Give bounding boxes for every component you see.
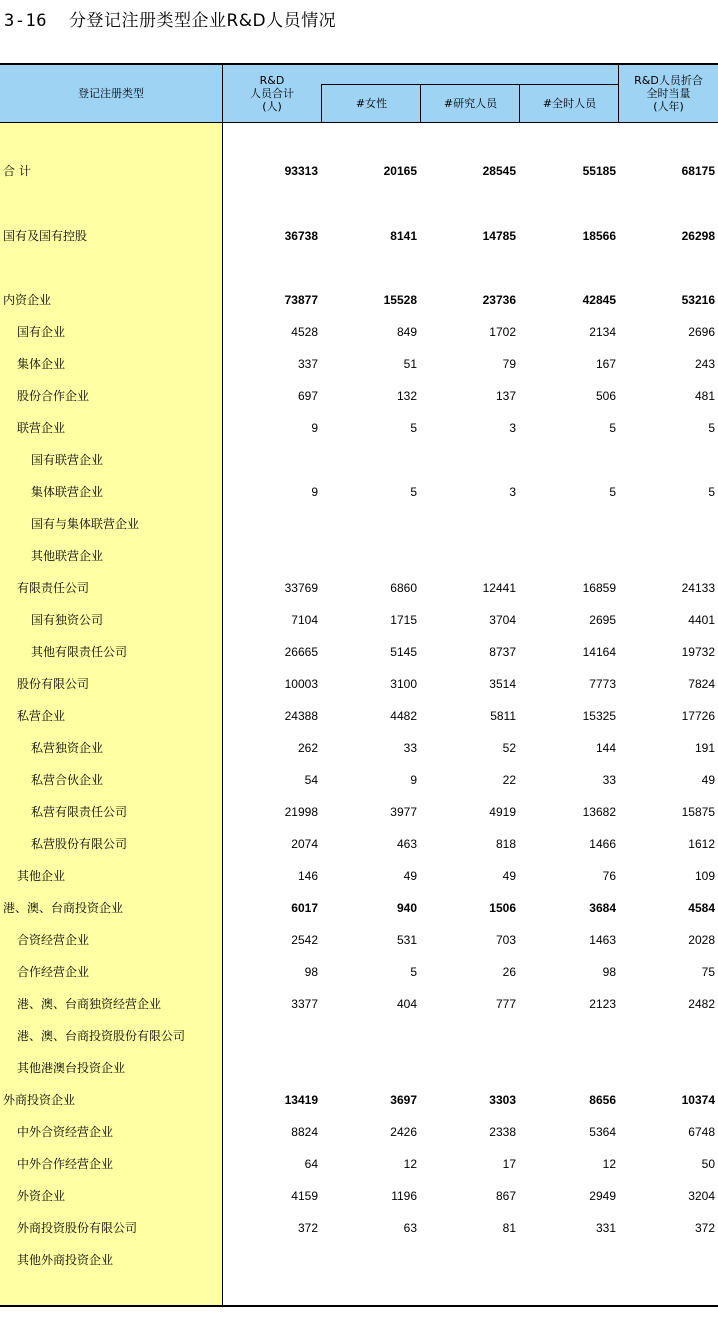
cell-full: 1463 xyxy=(589,933,616,947)
cell-fte: 26298 xyxy=(681,229,715,243)
header-divider xyxy=(519,84,520,122)
cell-res: 79 xyxy=(502,357,516,371)
cell-full: 2123 xyxy=(589,997,616,1011)
header-total-line1: R&D xyxy=(259,74,285,87)
cell-res: 3 xyxy=(509,421,516,435)
cell-fte: 75 xyxy=(701,965,715,979)
cell-female: 63 xyxy=(403,1221,417,1235)
table-row xyxy=(0,578,718,598)
cell-full: 98 xyxy=(602,965,616,979)
table-row xyxy=(0,161,718,181)
header-researchers: #研究人员 xyxy=(443,97,498,110)
cell-fte: 191 xyxy=(694,741,715,755)
cell-fte: 6748 xyxy=(688,1125,715,1139)
cell-female: 404 xyxy=(396,997,417,1011)
table-row xyxy=(0,738,718,758)
cell-fte: 15875 xyxy=(681,805,715,819)
cell-fte: 5 xyxy=(708,421,715,435)
cell-total: 13419 xyxy=(284,1093,318,1107)
table-number: 3-16 xyxy=(4,11,47,31)
cell-female: 132 xyxy=(396,389,417,403)
header-fte-line2: 全时当量 xyxy=(646,87,691,100)
cell-female: 51 xyxy=(403,357,417,371)
row-label: 国有与集体联营企业 xyxy=(31,517,140,531)
cell-fte: 2028 xyxy=(688,933,715,947)
table-row xyxy=(0,386,718,406)
table-row xyxy=(0,1186,718,1206)
cell-total: 4159 xyxy=(291,1189,318,1203)
cell-res: 8737 xyxy=(489,645,516,659)
cell-res: 49 xyxy=(502,869,516,883)
table-row xyxy=(0,418,718,438)
cell-female: 463 xyxy=(396,837,417,851)
cell-fte: 24133 xyxy=(681,581,715,595)
cell-full: 167 xyxy=(595,357,616,371)
cell-res: 52 xyxy=(502,741,516,755)
cell-res: 777 xyxy=(495,997,516,1011)
table-row xyxy=(0,1090,718,1110)
table-row xyxy=(0,1250,718,1270)
cell-full: 8656 xyxy=(589,1093,616,1107)
cell-female: 5 xyxy=(410,965,417,979)
cell-full: 14164 xyxy=(582,645,616,659)
cell-total: 697 xyxy=(297,389,318,403)
cell-female: 3697 xyxy=(390,1093,417,1107)
table-row xyxy=(0,1058,718,1078)
cell-full: 12 xyxy=(602,1157,616,1171)
row-label: 合资经营企业 xyxy=(17,933,90,947)
row-label: 其他有限责任公司 xyxy=(31,645,128,659)
cell-fte: 17726 xyxy=(681,709,715,723)
cell-full: 2695 xyxy=(589,613,616,627)
cell-full: 144 xyxy=(595,741,616,755)
cell-female: 4482 xyxy=(390,709,417,723)
table-row xyxy=(0,898,718,918)
cell-full: 33 xyxy=(602,773,616,787)
row-label: 私营独资企业 xyxy=(31,741,104,755)
cell-res: 1506 xyxy=(489,901,516,915)
cell-total: 8824 xyxy=(291,1125,318,1139)
cell-fte: 53216 xyxy=(681,293,715,307)
cell-female: 5145 xyxy=(390,645,417,659)
row-label: 股份合作企业 xyxy=(17,389,90,403)
row-label: 港、澳、台商投资股份有限公司 xyxy=(17,1029,186,1043)
cell-res: 818 xyxy=(495,837,516,851)
cell-female: 5 xyxy=(410,421,417,435)
cell-total: 54 xyxy=(304,773,318,787)
cell-fte: 4401 xyxy=(688,613,715,627)
cell-res: 22 xyxy=(502,773,516,787)
cell-total: 9 xyxy=(311,485,318,499)
row-label: 国有企业 xyxy=(17,325,66,339)
cell-res: 5811 xyxy=(490,709,516,723)
row-label: 国有及国有控股 xyxy=(3,229,88,243)
cell-total: 24388 xyxy=(284,709,318,723)
cell-female: 5 xyxy=(410,485,417,499)
header-fulltime: #全时人员 xyxy=(542,97,597,110)
table-row xyxy=(0,546,718,566)
cell-total: 9 xyxy=(311,421,318,435)
cell-full: 1466 xyxy=(589,837,616,851)
table-row xyxy=(0,930,718,950)
cell-female: 9 xyxy=(410,773,417,787)
cell-total: 6017 xyxy=(291,901,318,915)
cell-female: 849 xyxy=(396,325,417,339)
row-label: 合 计 xyxy=(3,164,31,178)
cell-res: 28545 xyxy=(482,164,516,178)
cell-total: 4528 xyxy=(291,325,318,339)
cell-full: 18566 xyxy=(582,229,616,243)
cell-res: 23736 xyxy=(482,293,516,307)
cell-full: 42845 xyxy=(582,293,616,307)
cell-female: 531 xyxy=(396,933,417,947)
header-total xyxy=(222,65,322,122)
cell-fte: 50 xyxy=(701,1157,715,1171)
row-label: 私营企业 xyxy=(17,709,66,723)
row-label: 集体联营企业 xyxy=(31,485,104,499)
row-label: 私营有限责任公司 xyxy=(31,805,128,819)
header-female: #女性 xyxy=(355,97,388,110)
row-label: 港、澳、台商独资经营企业 xyxy=(17,997,162,1011)
cell-full: 5 xyxy=(609,421,616,435)
row-label: 内资企业 xyxy=(3,293,52,307)
table-row xyxy=(0,802,718,822)
cell-total: 2074 xyxy=(291,837,318,851)
table-row xyxy=(0,1122,718,1142)
table-row xyxy=(0,226,718,246)
table-row xyxy=(0,1026,718,1046)
header-total-line3: (人) xyxy=(262,100,282,113)
table-row xyxy=(0,994,718,1014)
cell-full: 2134 xyxy=(589,325,616,339)
table-bottom-border xyxy=(0,1305,718,1307)
cell-res: 3514 xyxy=(489,677,516,691)
table-row xyxy=(0,834,718,854)
table-row xyxy=(0,866,718,886)
cell-fte: 3204 xyxy=(688,1189,715,1203)
cell-total: 64 xyxy=(304,1157,318,1171)
table-row xyxy=(0,450,718,470)
header-divider xyxy=(618,65,619,122)
cell-total: 33769 xyxy=(284,581,318,595)
cell-res: 137 xyxy=(495,389,516,403)
cell-female: 940 xyxy=(396,901,417,915)
cell-female: 49 xyxy=(403,869,417,883)
cell-total: 7104 xyxy=(291,613,318,627)
page-title xyxy=(4,6,336,31)
cell-female: 8141 xyxy=(390,229,417,243)
cell-full: 331 xyxy=(595,1221,616,1235)
cell-female: 6860 xyxy=(390,581,417,595)
row-label: 股份有限公司 xyxy=(17,677,90,691)
table-row xyxy=(0,610,718,630)
row-label: 其他联营企业 xyxy=(31,549,104,563)
row-label: 私营股份有限公司 xyxy=(31,837,128,851)
cell-total: 21998 xyxy=(284,805,318,819)
header-divider xyxy=(321,84,322,122)
cell-full: 15325 xyxy=(582,709,616,723)
cell-female: 33 xyxy=(403,741,417,755)
cell-fte: 372 xyxy=(694,1221,715,1235)
row-label: 外资企业 xyxy=(17,1189,66,1203)
cell-fte: 19732 xyxy=(681,645,715,659)
data-table xyxy=(0,63,718,1306)
header-fte-line3: (人年) xyxy=(653,100,684,113)
cell-female: 2426 xyxy=(390,1125,417,1139)
header-divider xyxy=(222,65,223,122)
row-label: 中外合资经营企业 xyxy=(17,1125,114,1139)
table-row xyxy=(0,962,718,982)
cell-full: 3684 xyxy=(589,901,616,915)
row-label: 国有独资公司 xyxy=(31,613,104,627)
table-row xyxy=(0,770,718,790)
row-label: 外商投资股份有限公司 xyxy=(17,1221,138,1235)
header-total-line2: 人员合计 xyxy=(250,87,294,100)
cell-res: 1702 xyxy=(489,325,516,339)
row-label: 其他外商投资企业 xyxy=(17,1253,114,1267)
cell-female: 3100 xyxy=(390,677,417,691)
cell-total: 10003 xyxy=(284,677,318,691)
table-row xyxy=(0,482,718,502)
cell-total: 98 xyxy=(304,965,318,979)
cell-res: 4919 xyxy=(489,805,516,819)
cell-full: 7773 xyxy=(589,677,616,691)
cell-res: 3303 xyxy=(489,1093,516,1107)
cell-total: 26665 xyxy=(284,645,318,659)
cell-female: 1196 xyxy=(391,1189,417,1203)
table-row xyxy=(0,674,718,694)
cell-full: 5 xyxy=(609,485,616,499)
cell-fte: 1612 xyxy=(688,837,715,851)
cell-res: 3 xyxy=(509,485,516,499)
cell-full: 76 xyxy=(602,869,616,883)
cell-res: 2338 xyxy=(489,1125,516,1139)
row-label: 私营合伙企业 xyxy=(31,773,104,787)
cell-female: 15528 xyxy=(383,293,417,307)
header-divider xyxy=(420,84,421,122)
cell-full: 13682 xyxy=(582,805,616,819)
cell-full: 506 xyxy=(595,389,616,403)
cell-total: 2542 xyxy=(291,933,318,947)
table-row xyxy=(0,514,718,534)
cell-fte: 2696 xyxy=(688,325,715,339)
row-label: 外商投资企业 xyxy=(3,1093,76,1107)
table-row xyxy=(0,706,718,726)
row-label: 集体企业 xyxy=(17,357,66,371)
header-subdivider xyxy=(322,84,619,85)
cell-res: 3704 xyxy=(489,613,516,627)
header-fte xyxy=(619,65,718,122)
table-row xyxy=(0,354,718,374)
row-label: 港、澳、台商投资企业 xyxy=(3,901,124,915)
table-row xyxy=(0,322,718,342)
cell-female: 20165 xyxy=(383,164,417,178)
row-label: 联营企业 xyxy=(17,421,66,435)
cell-res: 703 xyxy=(495,933,516,947)
cell-fte: 4584 xyxy=(688,901,715,915)
cell-res: 12441 xyxy=(482,581,516,595)
cell-total: 337 xyxy=(297,357,318,371)
row-label: 其他港澳台投资企业 xyxy=(17,1061,126,1075)
header-fte-line1: R&D人员折合 xyxy=(634,74,703,87)
row-label: 中外合作经营企业 xyxy=(17,1157,114,1171)
cell-fte: 5 xyxy=(708,485,715,499)
cell-total: 262 xyxy=(297,741,318,755)
cell-res: 867 xyxy=(495,1189,516,1203)
cell-full: 5364 xyxy=(589,1125,616,1139)
cell-fte: 68175 xyxy=(681,164,715,178)
cell-fte: 481 xyxy=(694,389,715,403)
cell-total: 93313 xyxy=(284,164,318,178)
table-row xyxy=(0,642,718,662)
row-label: 国有联营企业 xyxy=(31,453,104,467)
cell-res: 81 xyxy=(502,1221,516,1235)
table-header xyxy=(0,63,718,123)
cell-total: 73877 xyxy=(284,293,318,307)
cell-female: 3977 xyxy=(390,805,417,819)
cell-total: 146 xyxy=(297,869,318,883)
cell-fte: 49 xyxy=(701,773,715,787)
cell-res: 17 xyxy=(502,1157,516,1171)
row-label: 其他企业 xyxy=(17,869,66,883)
cell-total: 3377 xyxy=(291,997,318,1011)
table-row xyxy=(0,290,718,310)
cell-total: 372 xyxy=(297,1221,318,1235)
row-label: 合作经营企业 xyxy=(17,965,90,979)
row-label: 有限责任公司 xyxy=(17,581,90,595)
cell-total: 36738 xyxy=(284,229,318,243)
cell-fte: 10374 xyxy=(681,1093,715,1107)
cell-fte: 109 xyxy=(694,869,715,883)
header-type: 登记注册类型 xyxy=(78,87,144,100)
cell-female: 12 xyxy=(403,1157,417,1171)
table-row xyxy=(0,1218,718,1238)
cell-full: 16859 xyxy=(582,581,616,595)
table-row xyxy=(0,1154,718,1174)
cell-fte: 7824 xyxy=(688,677,715,691)
cell-female: 1715 xyxy=(390,613,417,627)
cell-res: 26 xyxy=(502,965,516,979)
cell-fte: 243 xyxy=(694,357,715,371)
cell-full: 2949 xyxy=(589,1189,616,1203)
cell-fte: 2482 xyxy=(688,997,715,1011)
table-title: 分登记注册类型企业R&D人员情况 xyxy=(68,11,337,31)
cell-res: 14785 xyxy=(482,229,516,243)
cell-full: 55185 xyxy=(582,164,616,178)
